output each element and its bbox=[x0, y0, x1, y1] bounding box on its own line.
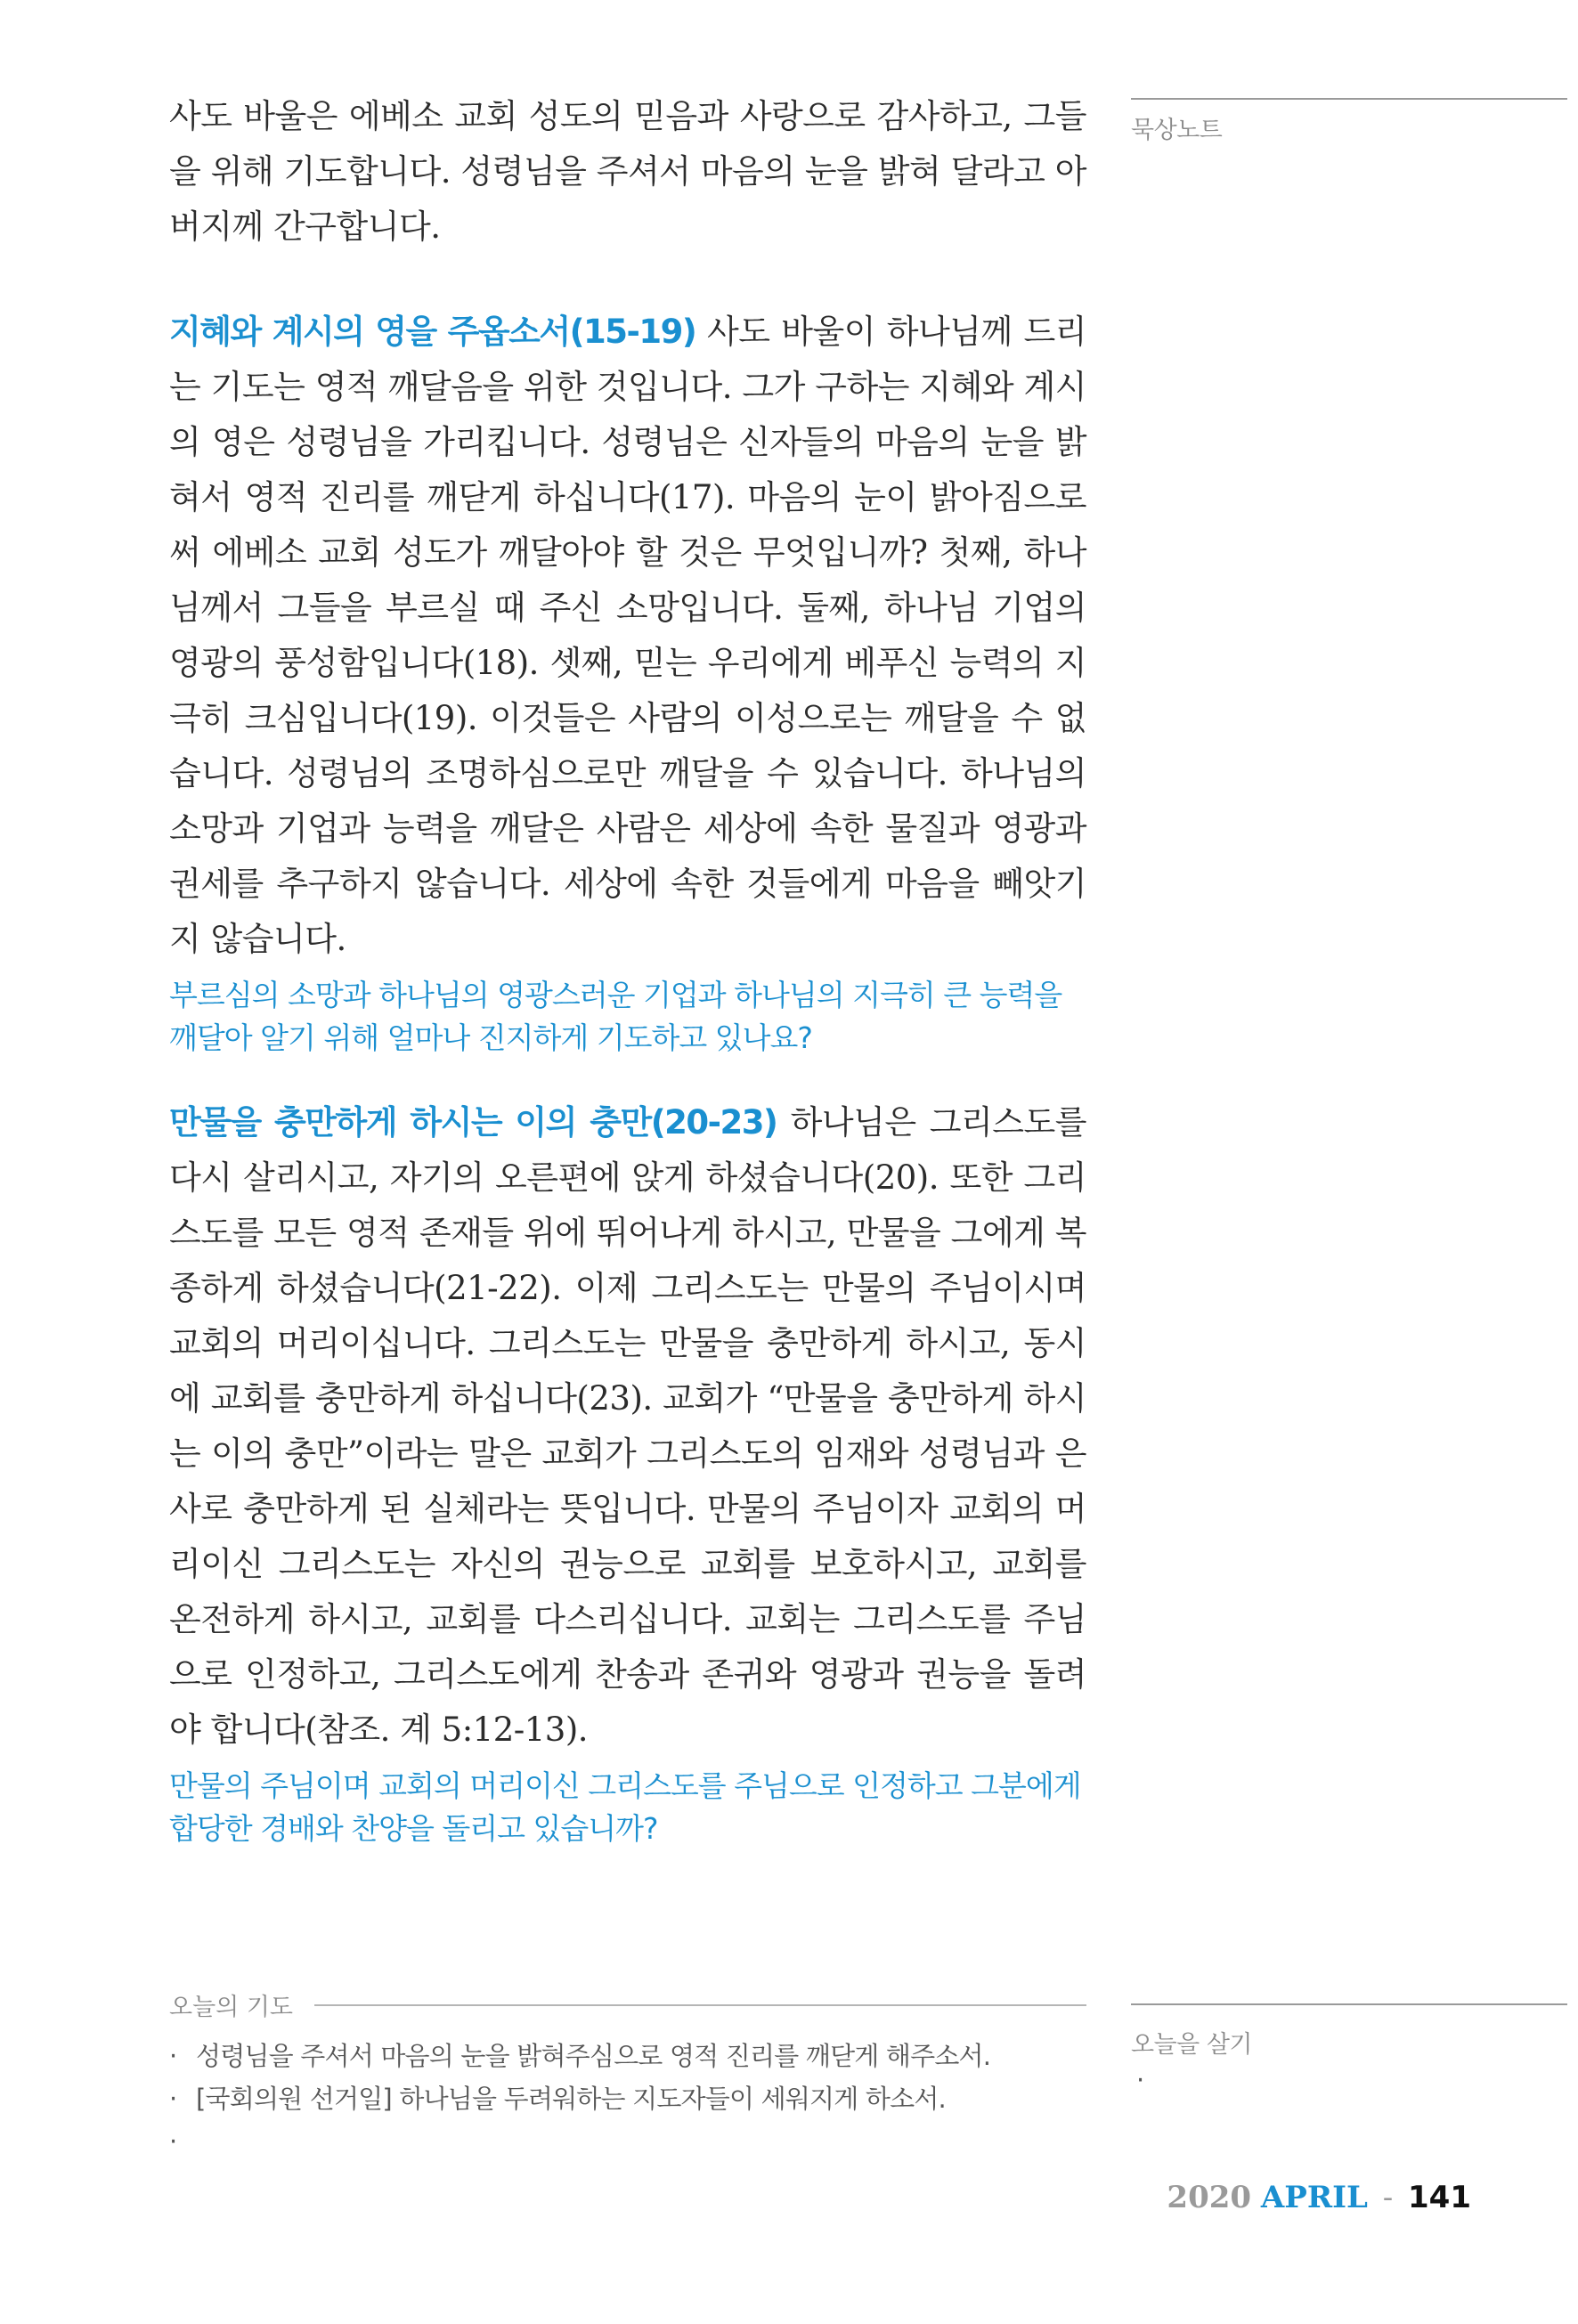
prayer-header bbox=[169, 1987, 1086, 2022]
footer-separator: - bbox=[1382, 2180, 1394, 2215]
section-1-body: 사도 바울이 하나님께 드리는 기도는 영적 깨달음을 위한 것입니다. 그가 구하는 지혜와 계시의 영은 성령님을 가리킵니다. 성령님은 신자들의 마음의 눈을 밝혀서 영적 진리를 깨닫게 하십니다(17). 마음의 눈이 밝아짐으로써 에베소 교회 성도가 깨달아야 할 것은 무엇입니까? 첫째, 하나님께서 그들을 부르실 때 주신 소망입니다. 둘째, 하나님 기업의 영광의 풍성함입니다(18). 셋째, 믿는 우리에게 베푸신 능력의 지극히 크심입니다(19). 이것들은 사람의 이성으로는 깨달을 수 없습니다. 성령님의 조명하심으로만 깨달을 수 있습니다. 하나님의 소망과 기업과 능력을 깨달은 사람은 세상에 속한 물질과 영광과 권세를 추구하지 않습니다. 세상에 속한 것들에게 마음을 빼앗기지 않습니다. bbox=[169, 313, 1087, 958]
bullet-icon: · bbox=[169, 2084, 177, 2114]
section-2-heading: 만물을 충만하게 하시는 이의 충만(20-23) bbox=[169, 1103, 777, 1142]
page-footer bbox=[1167, 2180, 1471, 2215]
meditation-notes-sidebar bbox=[1131, 98, 1567, 145]
page-number: 141 bbox=[1408, 2180, 1471, 2215]
prayer-item: · [국회의원 선거일] 하나님을 두려워하는 지도자들이 세워지게 하소서. bbox=[169, 2077, 1086, 2120]
section-1-question: 부르심의 소망과 하나님의 영광스러운 기업과 하나님의 지극히 큰 능력을 깨달아 알기 위해 얼마나 진지하게 기도하고 있나요? bbox=[169, 978, 1062, 1055]
section-1-paragraph bbox=[169, 305, 1086, 967]
footer-year: 2020 bbox=[1167, 2180, 1252, 2215]
prayer-divider bbox=[314, 2004, 1086, 2006]
main-column bbox=[169, 89, 1086, 1850]
bullet-icon: · bbox=[169, 2041, 177, 2071]
todays-prayer-section bbox=[169, 1987, 1086, 2163]
footer-month: APRIL bbox=[1260, 2180, 1368, 2215]
prayer-title: 오늘의 기도 bbox=[169, 1994, 293, 2021]
bullet-icon: · bbox=[169, 2126, 177, 2157]
section-1-heading: 지혜와 계시의 영을 주옵소서(15-19) bbox=[169, 313, 696, 351]
prayer-item bbox=[169, 2120, 1086, 2163]
meditation-notes-label: 묵상노트 bbox=[1131, 117, 1223, 144]
bullet-icon: · bbox=[1136, 2065, 1145, 2095]
section-2-question: 만물의 주님이며 교회의 머리이신 그리스도를 주님으로 인정하고 그분에게 합당한 경배와 찬양을 돌리고 있습니까? bbox=[169, 1768, 1081, 1846]
living-today-sidebar bbox=[1131, 2003, 1567, 2095]
section-2-paragraph bbox=[169, 1095, 1086, 1758]
section-2-body: 하나님은 그리스도를 다시 살리시고, 자기의 오른편에 앉게 하셨습니다(20). 또한 그리스도를 모든 영적 존재들 위에 뛰어나게 하시고, 만물을 그에게 복종하게 하셨습니다(21-22). 이제 그리스도는 만물의 주님이시며 교회의 머리이십니다. 그리스도는 만물을 충만하게 하시고, 동시에 교회를 충만하게 하십니다(23). 교회가 “만물을 충만하게 하시는 이의 충만”이라는 말은 교회가 그리스도의 임재와 성령님과 은사로 충만하게 된 실체라는 뜻입니다. 만물의 주님이자 교회의 머리이신 그리스도는 자신의 권능으로 교회를 보호하시고, 교회를 온전하게 하시고, 교회를 다스리십니다. 교회는 그리스도를 주님으로 인정하고, 그리스도에게 찬송과 존귀와 영광과 권능을 돌려야 합니다(참조. 계 5:12-13). bbox=[169, 1103, 1086, 1749]
prayer-list bbox=[169, 2035, 1086, 2163]
prayer-item: · 성령님을 주셔서 마음의 눈을 밝혀주심으로 영적 진리를 깨닫게 해주소서. bbox=[169, 2035, 1086, 2077]
intro-paragraph: 사도 바울은 에베소 교회 성도의 믿음과 사랑으로 감사하고, 그들을 위해 기도합니다. 성령님을 주셔서 마음의 눈을 밝혀 달라고 아버지께 간구합니다. bbox=[169, 97, 1086, 246]
living-today-label: 오늘을 살기 bbox=[1131, 2031, 1252, 2059]
